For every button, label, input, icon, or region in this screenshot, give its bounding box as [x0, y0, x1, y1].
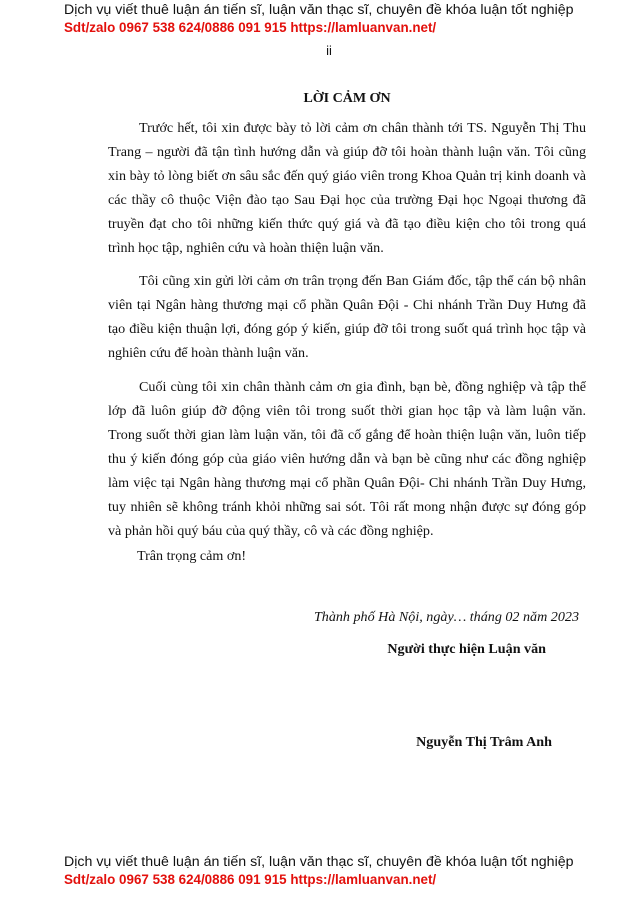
header-banner-service-text: Dịch vụ viết thuê luận án tiến sĩ, luận văn thạc sĩ, chuyên đề khóa luận tốt nghiệp	[64, 2, 574, 18]
footer-banner	[0, 853, 638, 889]
place-date: Thành phố Hà Nội, ngày… tháng 02 năm 2023	[313, 609, 579, 625]
paragraph-1: Trước hết, tôi xin được bày tỏ lời cảm ơn chân thành tới TS. Nguyễn Thị Thu Trang – người đã tận tình hướng dẫn và giúp đỡ tôi hoàn thành luận văn. Tôi cũng xin bày tỏ lòng biết ơn sâu sắc đến quý giáo viên trong Khoa Quản trị kinh doanh và các thầy cô thuộc Viện đào tạo Sau Đại học của trường Đại học Ngoại thương đã truyền đạt cho tôi những kiến thức quý giá và đã tạo điều kiện cho tôi trong quá trình học tập, nghiên cứu và hoàn thiện luận văn.	[108, 120, 586, 256]
page-title: LỜI CẢM ƠN	[303, 91, 391, 106]
footer-banner-service-text: Dịch vụ viết thuê luận án tiến sĩ, luận văn thạc sĩ, chuyên đề khóa luận tốt nghiệp	[64, 854, 574, 870]
acknowledgement-body	[108, 117, 586, 553]
page-number: ii	[326, 43, 332, 58]
paragraph-2: Tôi cũng xin gửi lời cảm ơn trân trọng đến Ban Giám đốc, tập thể cán bộ nhân viên tại Ngân hàng thương mại cổ phần Quân Đội - Chi nhánh Trần Duy Hưng đã tạo điều kiện thuận lợi, đóng góp ý kiến, giúp đỡ tôi trong suốt quá trình học tập và nghiên cứu để hoàn thành luận văn.	[108, 273, 586, 362]
signer-name: Nguyễn Thị Trâm Anh	[416, 734, 552, 750]
paragraph-3: Cuối cùng tôi xin chân thành cảm ơn gia đình, bạn bè, đồng nghiệp và tập thể lớp đã luôn giúp đỡ động viên tôi trong suốt thời gian học tập và làm luận văn. Trong suốt thời gian làm luận văn, tôi đã cố gắng để hoàn thiện luận văn, luôn tiếp thu ý kiến đóng góp của giáo viên hướng dẫn và bạn bè cũng như các đồng nghiệp làm việc tại Ngân hàng thương mại cổ phần Quân Đội- Chi nhánh Trần Duy Hưng, tuy nhiên sẽ không tránh khỏi những sai sót. Tôi rất mong nhận được sự đóng góp và phản hồi quý báu của quý thầy, cô và các đồng nghiệp.	[108, 379, 586, 539]
closing-line: Trân trọng cảm ơn!	[137, 548, 247, 564]
footer-banner-contact-link[interactable]: Sdt/zalo 0967 538 624/0886 091 915 https://lamluanvan.net/	[64, 872, 437, 887]
header-banner-contact-link[interactable]: Sdt/zalo 0967 538 624/0886 091 915 https://lamluanvan.net/	[64, 20, 437, 35]
signer-label: Người thực hiện Luận văn	[387, 641, 546, 657]
header-banner	[0, 1, 638, 37]
